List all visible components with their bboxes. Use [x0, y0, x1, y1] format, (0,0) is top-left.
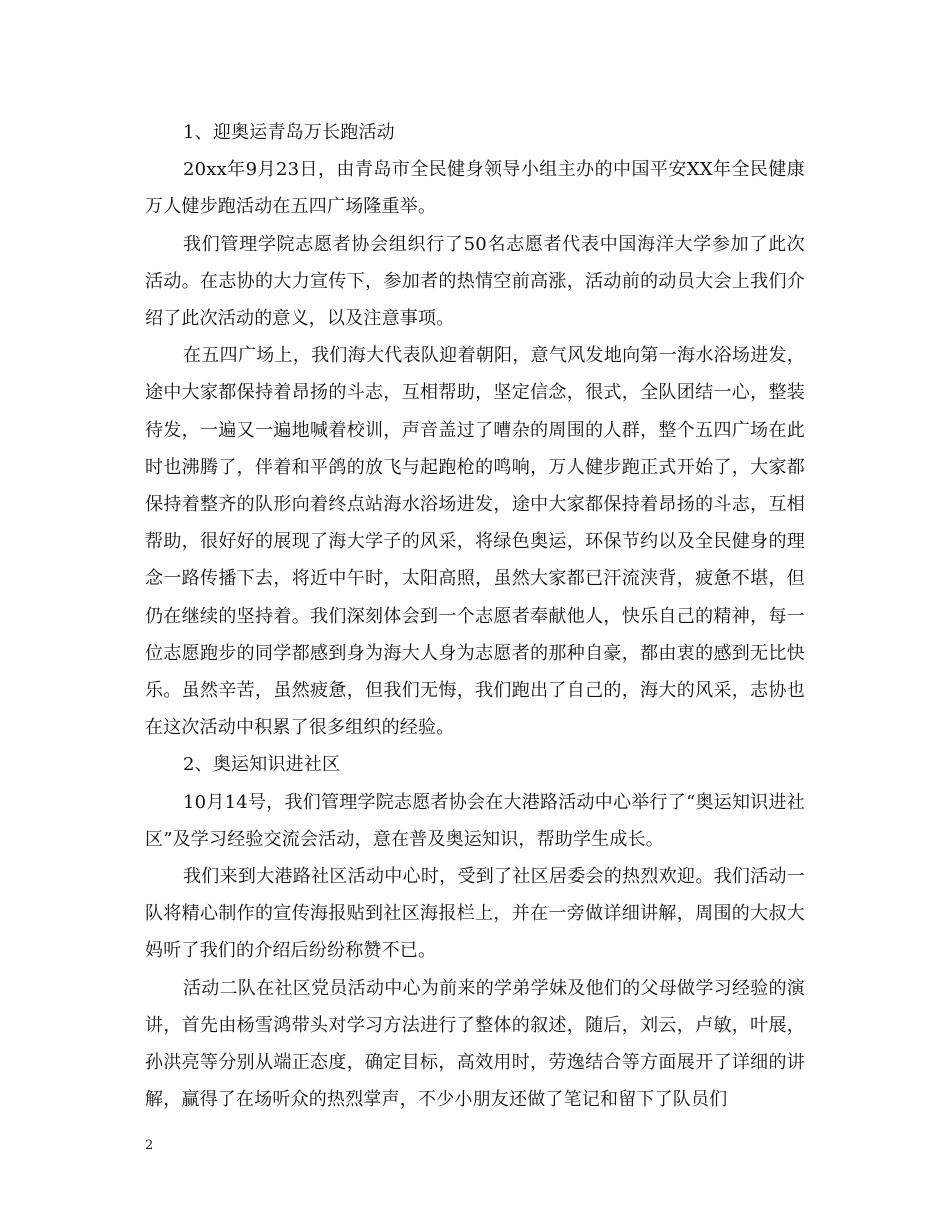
document-body — [145, 114, 805, 1118]
body-paragraph: 20xx年9月23日，由青岛市全民健身领导小组主办的中国平安XX年全民健康万人健步跑活动在五四广场隆重举。 — [145, 159, 805, 218]
body-paragraph: 在五四广场上，我们海大代表队迎着朝阳，意气风发地向第一海水浴场进发，途中大家都保持着昂扬的斗志，互相帮助，坚定信念，很式，全队团结一心，整装待发，一遍又一遍地喊着校训，声音盖过了嘈杂的周围的人群，整个五四广场在此时也沸腾了，伴着和平鸽的放飞与起跑枪的鸣响，万人健步跑正式开始了，大家都保持着整齐的队形向着终点站海水浴场进发，途中大家都保持着昂扬的斗志，互相帮助，很好好的展现了海大学子的风采，将绿色奥运，环保节约以及全民健身的理念一路传播下去，将近中午时，太阳高照，虽然大家都已汗流浃背，疲惫不堪，但仍在继续的坚持着。我们深刻体会到一个志愿者奉献他人，快乐自己的精神，每一位志愿跑步的同学都感到身为海大人身为志愿者的那种自豪，都由衷的感到无比快乐。虽然辛苦，虽然疲惫，但我们无悔，我们跑出了自己的，海大的风采，志协也在这次活动中积累了很多组织的经验。 — [145, 345, 805, 739]
body-paragraph: 我们来到大港路社区活动中心时，受到了社区居委会的热烈欢迎。我们活动一队将精心制作的宣传海报贴到社区海报栏上，并在一旁做详细讲解，周围的大叔大妈听了我们的介绍后纷纷称赞不已。 — [145, 866, 805, 962]
body-paragraph: 活动二队在社区党员活动中心为前来的学弟学妹及他们的父母做学习经验的演讲，首先由杨雪鸿带头对学习方法进行了整体的叙述，随后，刘云，卢敏，叶展，孙洪亮等分别从端正态度，确定目标，高效用时，劳逸结合等方面展开了详细的讲解，赢得了在场听众的热烈掌声，不少小朋友还做了笔记和留下了队员们 — [145, 977, 805, 1111]
body-paragraph: 10月14号，我们管理学院志愿者协会在大港路活动中心举行了“奥运知识进社区”及学习经验交流会活动，意在普及奥运知识，帮助学生成长。 — [145, 791, 805, 850]
section-heading: 1、迎奥运青岛万长跑活动 — [183, 122, 395, 143]
section-heading: 2、奥运知识进社区 — [183, 754, 341, 776]
page-number: 2 — [145, 1138, 154, 1153]
body-paragraph: 我们管理学院志愿者协会组织行了50名志愿者代表中国海洋大学参加了此次活动。在志协的大力宣传下，参加者的热情空前高涨，活动前的动员大会上我们介绍了此次活动的意义，以及注意事项。 — [145, 233, 805, 330]
